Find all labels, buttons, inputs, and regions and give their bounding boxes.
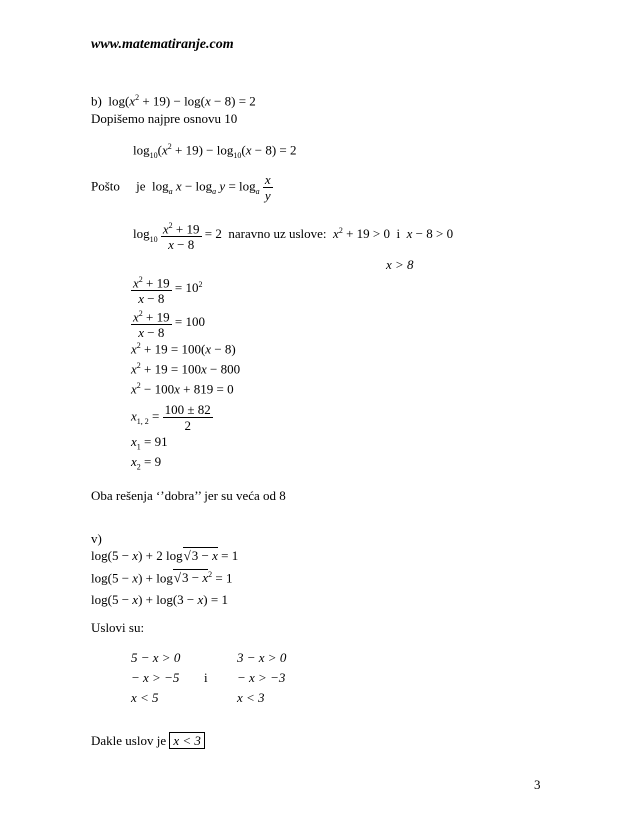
v-eq-3: log(5 − x) + log(3 − x) = 1 — [91, 592, 228, 607]
eq-log10-fraction: $\log_{10}$ $\frac{x^2 + 19}{x - 8}$ = 2 naravno uz uslove: $x^2 + 19 > 0$ i x − 8 > 0 — [133, 218, 453, 252]
dakle-line — [91, 733, 205, 749]
cond1-line3: x < 5 — [131, 690, 159, 705]
root-x2: $x_2 = 9$ — [131, 454, 162, 472]
part-b-intro: Dopišemo najpre osnovu 10 — [91, 111, 238, 126]
dakle-boxed-result: x < 3 — [169, 732, 205, 749]
posto-word: Pošto — [91, 178, 120, 194]
step-expand: $x^2 + 19 = 100x - 800$ — [131, 361, 241, 377]
v-eq-2: $\log(5 - x) + \log√3 - x^2 = 1$ — [91, 570, 233, 586]
cond1-line2: − x > −5 — [131, 670, 180, 685]
condition-x-gt-8: x > 8 — [386, 257, 414, 272]
uslove-text: naravno uz uslove: — [228, 226, 327, 242]
je-word: je — [136, 178, 146, 194]
step-multiply: $x^2 + 19 = 100(x - 8)$ — [131, 341, 236, 357]
part-v-label: v) — [91, 531, 102, 546]
site-header: www.matematiranje.com — [91, 37, 234, 52]
fraction-x2p19-over-xm8: $\frac{x^2 + 19}{x - 8}$ — [161, 218, 202, 252]
step-fraction-100: $\frac{x^2 + 19}{x - 8}$ = 100 — [131, 306, 205, 340]
fraction-x-over-y: $\frac{x}{y}$ — [264, 172, 271, 203]
cond2-line2: − x > −3 — [237, 670, 286, 685]
root-x1: $x_1 = 91$ — [131, 434, 168, 452]
cond2-line1: 3 − x > 0 — [237, 650, 287, 665]
v-eq-1: log(5 − x) + 2 log√3 − x = 1 — [91, 548, 239, 563]
page-number: 3 — [534, 777, 541, 792]
part-b-conclusion: Oba rešenja ‘’dobra’’ jer su veća od 8 — [91, 488, 286, 503]
part-b-equation: b) $\log(x^2 + 19) - \log(x - 8) = 2$ — [91, 93, 256, 109]
part-b-label: b) — [91, 93, 102, 109]
step-roots-formula: $x_{1, 2}$ = $\frac{100 \pm 82}{2}$ — [131, 402, 211, 433]
step-fraction-10sq: $\frac{x^2 + 19}{x - 8}$ = $10^2$ — [131, 272, 202, 306]
step-quadratic: $x^2 - 100x + 819 = 0$ — [131, 381, 234, 397]
i-word-v: i — [204, 670, 208, 685]
dakle-text: Dakle uslov je — [91, 733, 167, 748]
cond2-line3: x < 3 — [237, 690, 265, 705]
posto-line: Pošto je $\log_a x - \log_a y = \log_a$ $\frac{x}{y}$ — [91, 172, 271, 203]
i-word-b: i — [396, 226, 401, 242]
cond1-line1: 5 − x > 0 — [131, 650, 181, 665]
uslovi-label: Uslovi su: — [91, 620, 145, 635]
eq-log10: $\log_{10}(x^2 + 19) - \log_{10}(x - 8) = 2$ — [133, 142, 297, 160]
